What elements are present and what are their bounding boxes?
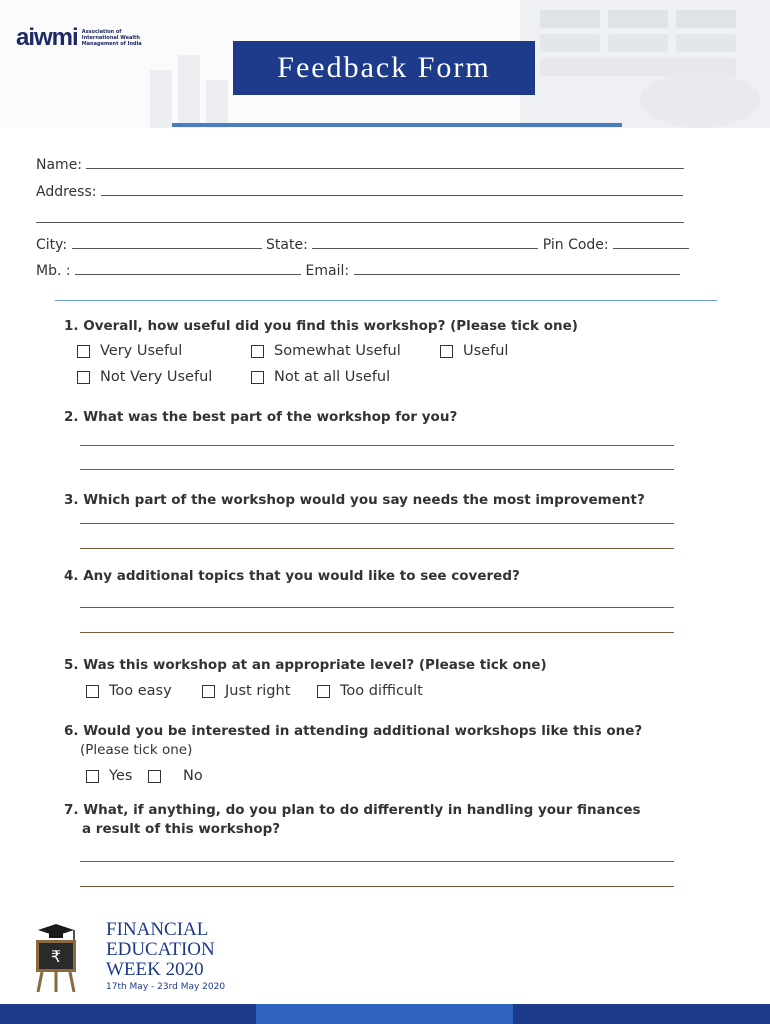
option-not-very-useful[interactable] <box>77 369 212 385</box>
logo-subtext: Association of International Wealth Management of India <box>81 29 142 47</box>
chalkboard-icon <box>34 920 94 996</box>
option-useful[interactable] <box>440 343 508 359</box>
contact-field-row <box>36 262 680 279</box>
checkbox[interactable] <box>148 770 161 783</box>
state-input-line[interactable] <box>312 236 538 249</box>
option-label: Too difficult <box>340 683 423 699</box>
section-divider <box>55 300 717 301</box>
email-input-line[interactable] <box>354 262 680 275</box>
answer-line[interactable] <box>80 886 674 887</box>
event-title-line: WEEK 2020 <box>106 959 204 980</box>
question-4: 4. Any additional topics that you would like to see covered? <box>64 568 520 584</box>
checkbox[interactable] <box>251 371 264 384</box>
answer-line[interactable] <box>80 861 674 862</box>
name-input-line[interactable] <box>86 156 684 169</box>
option-too-easy[interactable] <box>86 683 172 699</box>
option-label: Not at all Useful <box>274 369 391 385</box>
checkbox[interactable] <box>317 685 330 698</box>
name-field-row <box>36 156 684 173</box>
city-input-line[interactable] <box>72 236 262 249</box>
option-label: Yes <box>109 768 133 784</box>
answer-line[interactable] <box>80 607 674 608</box>
option-very-useful[interactable] <box>77 343 182 359</box>
question-5: 5. Was this workshop at an appropriate level? (Please tick one) <box>64 657 547 673</box>
answer-line[interactable] <box>80 523 674 524</box>
address-field-row <box>36 183 683 200</box>
event-title <box>106 920 215 980</box>
address-label: Address: <box>36 184 97 200</box>
pin-code-label: Pin Code: <box>542 237 609 253</box>
answer-line[interactable] <box>80 469 674 470</box>
pin-code-input-line[interactable] <box>613 236 689 249</box>
email-label: Email: <box>305 263 350 279</box>
option-yes[interactable] <box>86 768 132 784</box>
address-line-2-row <box>36 210 684 227</box>
option-just-right[interactable] <box>202 683 290 699</box>
question-2: 2. What was the best part of the workshop for you? <box>64 409 458 425</box>
checkbox[interactable] <box>86 770 99 783</box>
option-label: Just right <box>225 683 291 699</box>
state-label: State: <box>266 237 308 253</box>
checkbox[interactable] <box>440 345 453 358</box>
laptop-graphic <box>520 0 770 128</box>
event-title-line: FINANCIAL <box>106 919 209 940</box>
bottom-color-bar <box>0 1004 770 1024</box>
page-title: Feedback Form <box>233 41 535 95</box>
option-label: Useful <box>463 343 509 359</box>
checkbox[interactable] <box>86 685 99 698</box>
city-label: City: <box>36 237 68 253</box>
option-label: Somewhat Useful <box>274 343 401 359</box>
address-line-2-input[interactable] <box>36 210 684 223</box>
answer-line[interactable] <box>80 632 674 633</box>
bottom-bar-segment <box>256 1004 513 1024</box>
bottom-bar-segment <box>513 1004 770 1024</box>
question-3: 3. Which part of the workshop would you say needs the most improvement? <box>64 492 645 508</box>
rupee-icon: ₹ <box>50 947 62 966</box>
logo-mark: aiwmi <box>16 24 78 51</box>
option-label: No <box>183 768 203 784</box>
question-1: 1. Overall, how useful did you find this workshop? (Please tick one) <box>64 318 578 334</box>
question-6-instruction: (Please tick one) <box>80 742 193 758</box>
mobile-label: Mb. : <box>36 263 71 279</box>
checkbox[interactable] <box>77 345 90 358</box>
option-too-difficult[interactable] <box>317 683 423 699</box>
title-underline-bar <box>172 123 622 127</box>
event-dates: 17th May - 23rd May 2020 <box>106 982 226 992</box>
option-label: Too easy <box>109 683 172 699</box>
event-title-line: EDUCATION <box>106 939 215 960</box>
checkbox[interactable] <box>77 371 90 384</box>
question-7: 7. What, if anything, do you plan to do differently in handling your finances <box>64 802 641 818</box>
page-header <box>0 0 770 128</box>
option-no[interactable] <box>148 768 203 784</box>
checkbox[interactable] <box>202 685 215 698</box>
location-field-row <box>36 236 689 253</box>
aiwmi-logo <box>16 24 154 52</box>
answer-line[interactable] <box>80 445 674 446</box>
address-input-line[interactable] <box>101 183 683 196</box>
question-6: 6. Would you be interested in attending additional workshops like this one? <box>64 723 643 739</box>
question-7-continued: a result of this workshop? <box>82 821 281 837</box>
option-somewhat-useful[interactable] <box>251 343 401 359</box>
answer-line[interactable] <box>80 548 674 549</box>
option-label: Very Useful <box>100 343 183 359</box>
mobile-input-line[interactable] <box>75 262 301 275</box>
option-not-at-all-useful[interactable] <box>251 369 390 385</box>
bottom-bar-segment <box>0 1004 256 1024</box>
checkbox[interactable] <box>251 345 264 358</box>
option-label: Not Very Useful <box>100 369 213 385</box>
name-label: Name: <box>36 157 83 173</box>
